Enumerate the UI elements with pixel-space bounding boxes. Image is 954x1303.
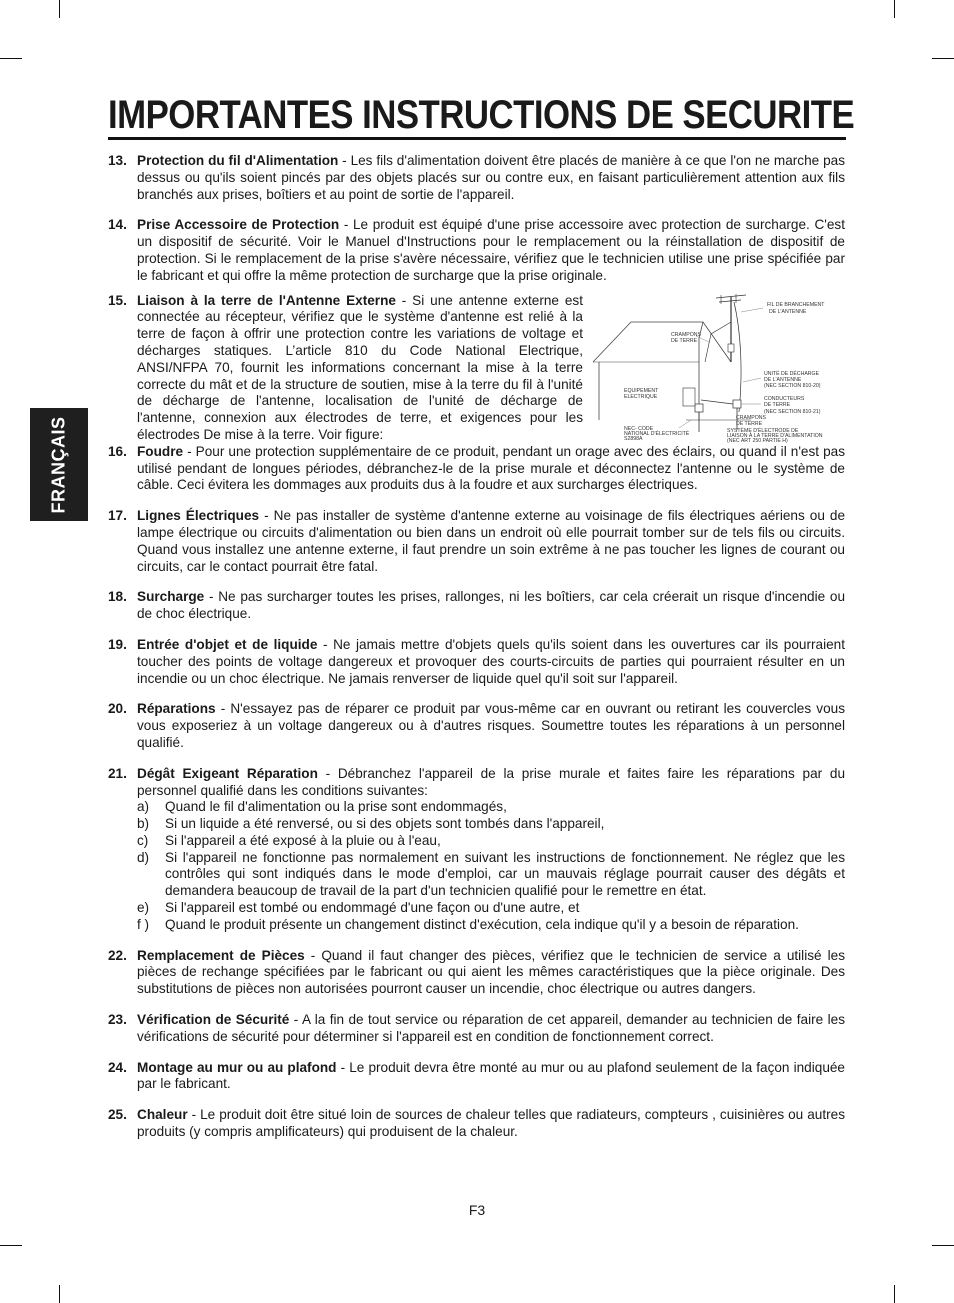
label-nec: NEC- CODE: [624, 425, 654, 432]
list-item: 18. Surcharge - Ne pas surcharger toutes les prises, rallonges, ni les boîtiers, car cela créerait un risque d'incendie ou de choc électrique.: [108, 589, 845, 622]
crop-mark: [894, 1285, 895, 1303]
crop-mark: [59, 1285, 60, 1303]
list-item: 22. Remplacement de Pièces - Quand il faut changer des pièces, vérifiez que le technicien de service a utilisé les pièces de rechange spécifiées par le fabricant ou qui aient les mêmes caractéristiques que la pièce originale. Des substitutions de pièces non autorisées pourront causer un incendie, choc électrique ou autres dangers.: [108, 947, 845, 997]
crop-mark: [0, 58, 22, 59]
list-item: 20. Réparations - N'essayez pas de réparer ce produit par vous-même car en ouvrant ou retirant les couvercles vous vous exposeriez à un voltage dangereux ou à d'autres risques. Soumettre toutes les réparations à un personnel qualifié.: [108, 701, 845, 750]
crop-mark: [894, 0, 895, 18]
label-systeme-electrode: LIAISON À LA TERRE D'ALIMENTATION: [727, 432, 823, 439]
sub-list-item: c) Si l'appareil a été exposé à la pluie ou à l'eau,: [137, 832, 441, 848]
sub-list-item: d) Si l'appareil ne fonctionne pas normalement en suivant les instructions de fonctionnement. Ne réglez que les contrôles qui sont indiqués dans le mode d'emploi, car un mauvais réglage pourrait causer des dégâts et demandera beaucoup de travail de la part d'un technicien qualifié pour le remettre en état.: [137, 849, 845, 899]
crop-mark: [59, 0, 60, 18]
list-item: 15. FIL DE BRANCHEMENT DE L'ANTENNE CRAMPONS DE TERRE EQUIPEMENT ELECTRIQUE UNITÉ DE DÉCHARGE DE L'ANTENNE (NEC SECTION 810-20) CONDUCTEURS DE TERRE (NEC SECTION 810-21) CRAMPONS DE TERRE NEC- CODE NATIONAL D'ÉLECTRICITÉ S2898A SYSTÈME D'ÉLECTRODE DE LIAISON À LA TERRE D'ALIMENTATION (NEC ART 250 PARTIE H) Liaison à la terre de l'Antenne Externe - Si une antenne externe est connectée au récepteur, vérifiez que le système d'antenne est relié à la terre de façon à offrir une protection contre les variations de voltage et décharges statiques. L’article 810 du Code National Electrique, ANSI/NFPA 70, fournit les informations concernant la mise à la terre correcte du mât et de la structure de soutien, mise à la terre du fil à l'unité de décharge de l'antenne, localisation de l'unité de décharge de l'antenne, connexion aux électrodes de terre, et exigences pour les électrodes De mise à la terre. Voir figure:: [108, 293, 845, 444]
label-equipement: EQUIPEMENT: [624, 387, 659, 394]
sub-list-item: f ) Quand le produit présente un changement distinct d'exécution, cela indique qu'il y a besoin de réparation.: [137, 916, 799, 932]
list-item: 21. Dégât Exigeant Réparation - Débranchez l'appareil de la prise murale et faites faire les réparations par du personnel qualifié dans les conditions suivantes: a) Quand le fil d'alimentation ou la prise sont endommagés, b) Si un liquide a été renversé, ou si des objets sont tombés dans l'appareil, c) Si l'appareil a été exposé à la pluie ou à l'eau, d) Si l'appareil ne fonctionne pas normalement en suivant les instructions de fonctionnement. Ne réglez que les contrôles qui sont indiqués dans le mode d'emploi, car un mauvais réglage pourrait causer des dégâts et demandera beaucoup de travail de la part d'un technicien qualifié pour le remettre en état. e) Si l'appareil est tombé ou endommagé d'une façon ou d'une autre, et f ) Quand le produit présente un changement distinct d'exécution, cela indique qu'il y a besoin de réparation.: [108, 765, 846, 932]
instructions-list: [108, 153, 845, 1141]
label-nec: NATIONAL D'ÉLECTRICITÉ: [624, 430, 690, 437]
list-item: 17. Lignes Électriques - Ne pas installer de système d'antenne externe au voisinage de fils électriques aériens ou de lampe électrique ou circuits d'alimentation ou bien dans un endroit où elle pourrait tomber sur de tels fils ou circuits. Quand vous installez une antenne externe, il faut prendre un soin extrême à ne pas toucher les lignes de courant ou circuits, car le contact pourrait être fatal.: [108, 508, 846, 574]
crop-mark: [932, 58, 954, 59]
label-conducteurs: DE TERRE: [764, 401, 791, 408]
label-fil-branchement: DE L'ANTENNE: [769, 308, 807, 315]
label-crampons: CRAMPONS: [736, 414, 766, 421]
sub-list-item: b) Si un liquide a été renversé, ou si des objets sont tombés dans l'appareil,: [137, 816, 605, 832]
list-item: 14. Prise Accessoire de Protection - Le produit est équipé d'une prise accessoire avec protection de surcharge. C'est un dispositif de sécurité. Voir le Manuel d'Instructions pour le remplacement ou la réinstallation de dispositif de protection. Si le remplacement de la prise s'avère nécessaire, vérifiez que le technicien utilise une prise spécifiée par le fabricant et qui offre la même protection de surcharge que la prise originale.: [108, 217, 845, 283]
label-nec: S2898A: [624, 435, 643, 442]
label-systeme-electrode: (NEC ART 250 PARTIE H): [727, 437, 788, 444]
label-crampons: DE TERRE: [671, 337, 698, 344]
list-item: 19. Entrée d'objet et de liquide - Ne jamais mettre d'objets quels qu'ils soient dans les ouvertures car ils pourraient toucher des points de voltage dangereux et provoquer des courts-circuits de parties qui pourraient résulter en un incendie ou un choc électrique. Ne jamais renverser de liquide quel qu'il soit sur l'appareil.: [108, 636, 845, 686]
list-item: 24. Montage au mur ou au plafond - Le produit devra être monté au mur ou au plafond seulement de la façon indiquée par le fabricant.: [108, 1059, 845, 1092]
label-fil-branchement: FIL DE BRANCHEMENT: [767, 301, 825, 308]
page-number: F3: [468, 1202, 486, 1218]
label-crampons: CRAMPONS: [671, 331, 701, 338]
label-unite-decharge: DE L'ANTENNE: [764, 376, 802, 383]
label-unite-decharge: UNITÉ DE DÉCHARGE: [764, 370, 820, 377]
label-equipement: ELECTRIQUE: [624, 393, 658, 400]
list-item: 16. Foudre - Pour une protection supplémentaire de ce produit, pendant un orage avec des éclairs, ou quand il n'est pas utilisé pendant de longues périodes, débranchez-le de la prise murale et déconnectez l'antenne ou le système de câble. Ceci évitera les dommages aux produits dus à la foudre et aux surcharges électriques.: [108, 443, 845, 493]
list-item: 13. Protection du fil d'Alimentation - Les fils d'alimentation doivent être placés de manière à ce que l'on ne marche pas dessus ou qu'ils soient pincés par des objets placés sur ou contre eux, en faisant particulièrement attention aux fils branchés aux prises, boîtiers et au point de sortie de l'appareil.: [108, 153, 845, 202]
language-tab: [30, 408, 88, 521]
title-rule: [108, 137, 846, 140]
antenna-grounding-figure: [591, 292, 845, 444]
crop-mark: [0, 1245, 22, 1246]
label-conducteurs: CONDUCTEURS: [764, 395, 805, 402]
list-item: 25. Chaleur - Le produit doit être situé loin de sources de chaleur telles que radiateurs, compteurs , cuisinières ou autres produits (y compris amplificateurs) qui produisent de la chaleur.: [108, 1107, 845, 1140]
list-item: 23. Vérification de Sécurité - A la fin de tout service ou réparation de cet appareil, demander au technicien de faire les vérifications de sécurité pour déterminer si l'appareil est en condition de fonctionnement correct.: [108, 1012, 845, 1044]
label-conducteurs: (NEC SECTION 810-21): [764, 408, 821, 415]
sub-list-item: a) Quand le fil d'alimentation ou la prise sont endommagés,: [137, 799, 507, 815]
page-title: IMPORTANTES INSTRUCTIONS DE SECURITE: [108, 93, 855, 137]
language-tab-label: FRANÇAIS: [48, 416, 69, 513]
label-unite-decharge: (NEC SECTION 810-20): [764, 382, 821, 389]
label-crampons: DE TERRE: [736, 420, 763, 427]
sub-list-item: e) Si l'appareil est tombé ou endommagé d'une façon ou d'une autre, et: [137, 900, 580, 916]
antenna-grounding-diagram: [591, 292, 845, 444]
crop-mark: [932, 1245, 954, 1246]
label-systeme-electrode: SYSTÈME D'ÉLECTRODE DE: [727, 427, 799, 434]
